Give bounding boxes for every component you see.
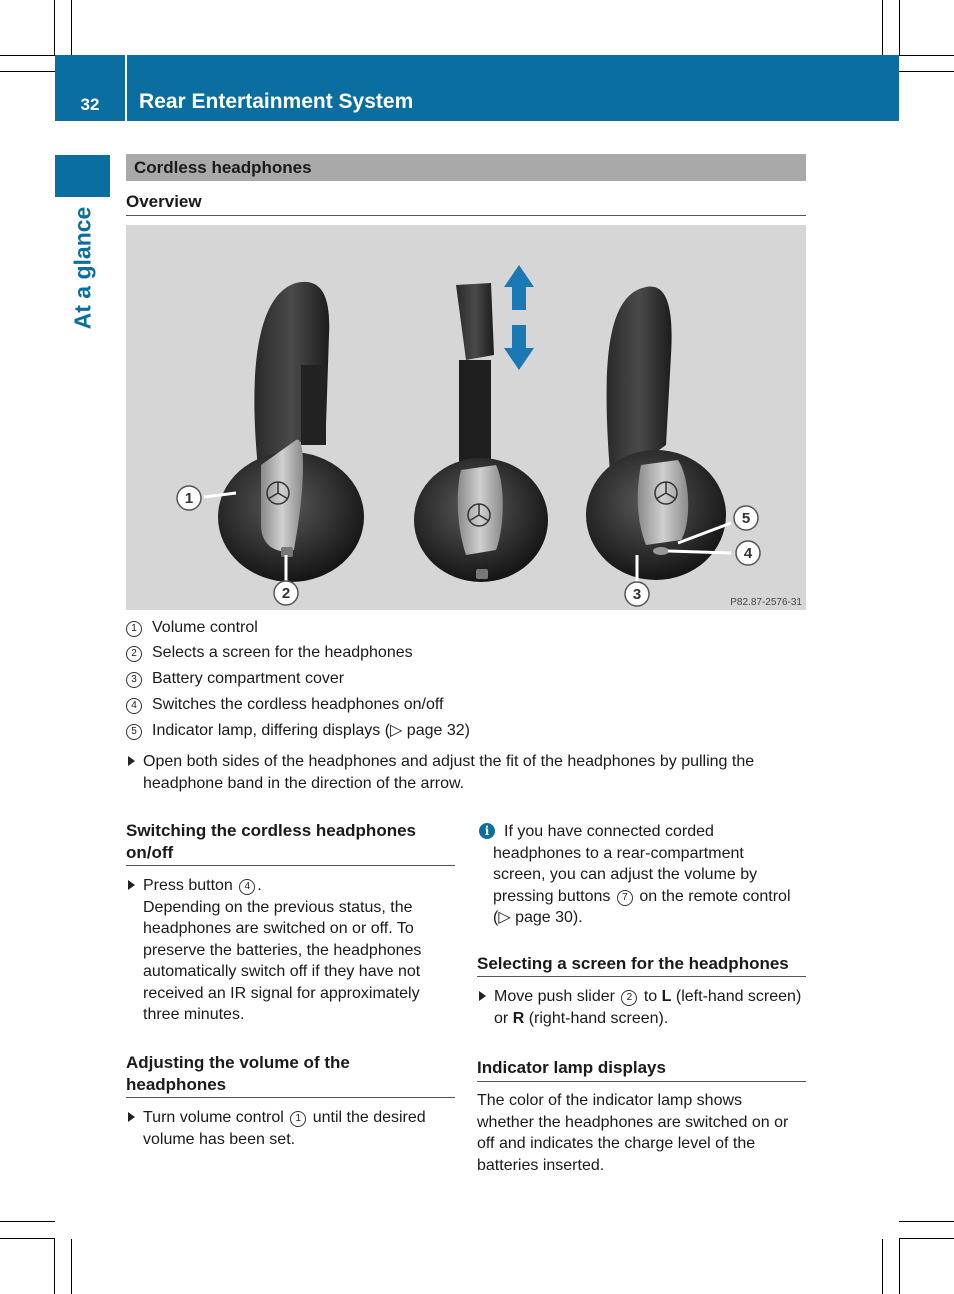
headphones-illustration — [126, 225, 806, 610]
step-arrow-icon — [128, 1112, 135, 1122]
headphone-middle — [414, 265, 548, 582]
side-tab — [55, 155, 110, 197]
heading-rule — [126, 215, 806, 216]
step-arrow-icon — [128, 756, 135, 766]
step-arrow-icon — [479, 991, 486, 1001]
step-arrow-icon — [128, 880, 135, 890]
callout-2: 2 — [281, 585, 291, 602]
section-title: Cordless headphones — [134, 158, 312, 177]
crop-mark — [54, 1239, 55, 1294]
crop-mark — [0, 1238, 55, 1239]
crop-mark — [882, 1239, 883, 1294]
crop-mark — [882, 0, 883, 55]
crop-mark — [0, 1221, 55, 1222]
legend-text: Selects a screen for the headphones — [152, 644, 413, 661]
legend-item — [126, 668, 344, 690]
page-number: 32 — [80, 95, 100, 114]
crop-mark — [899, 71, 954, 72]
step-text: Open both sides of the headphones and adjust the fit of the headphones by pulling the — [143, 753, 755, 770]
legend-item — [126, 694, 443, 716]
headphone-left — [218, 282, 364, 582]
overview-heading: Overview — [126, 192, 202, 211]
legend-num: 2 — [126, 646, 142, 662]
legend-num: 1 — [126, 621, 142, 637]
page-title: Rear Entertainment System — [139, 90, 414, 113]
crop-mark — [71, 0, 72, 55]
switching-step: Press button 4 . Depending on the previous status, the headphones are switched on or off. To preserve the batteries, the headphones automatically switch off if they have not received an IR signal for approximately three minutes. — [126, 875, 472, 1026]
crop-mark — [899, 0, 900, 55]
legend-text: Indicator lamp, differing displays (▷ page 32) — [152, 722, 470, 739]
callout-5: 5 — [741, 510, 751, 527]
switching-heading: Switching the cordless headphones on/off — [126, 821, 416, 862]
callout-1: 1 — [184, 490, 194, 507]
side-label: At a glance — [69, 206, 96, 330]
selecting-step: Move push slider 2 to L (left-hand screen) or R (right-hand screen). — [477, 986, 823, 1029]
info-note: If you have connected corded headphones to a rear-compartment screen, you can adjust the volume by pressing buttons 7 on the remote control (▷ page 30). — [493, 823, 791, 926]
inline-callout: 1 — [290, 1111, 306, 1127]
selecting-heading: Selecting a screen for the headphones — [477, 954, 789, 973]
heading-rule — [477, 976, 806, 977]
headphone-right — [586, 287, 726, 580]
section-title-bar — [126, 154, 806, 181]
callout-3: 3 — [632, 586, 642, 603]
legend-num: 5 — [126, 724, 142, 740]
overview-step — [126, 751, 823, 794]
header-divider — [125, 55, 127, 121]
legend-item — [126, 642, 413, 664]
step-text: headphone band in the direction of the arrow. — [143, 774, 465, 792]
legend-text: Battery compartment cover — [152, 670, 345, 687]
heading-rule — [126, 1097, 455, 1098]
crop-mark — [899, 55, 954, 56]
legend-num: 4 — [126, 698, 142, 714]
crop-mark — [54, 0, 55, 55]
crop-mark — [71, 1239, 72, 1294]
legend-num: 3 — [126, 672, 142, 688]
crop-mark — [899, 1239, 900, 1294]
info-icon: i — [479, 823, 495, 839]
figure-code: P82.87-2576-31 — [730, 597, 802, 608]
legend-text: Volume control — [152, 619, 258, 636]
volume-step: Turn volume control 1 until the desired volume has been set. — [126, 1107, 472, 1150]
crop-mark — [899, 1221, 954, 1222]
crop-mark — [899, 1238, 954, 1239]
inline-callout: 4 — [239, 879, 255, 895]
legend-item — [126, 617, 258, 639]
volume-heading: Adjusting the volume of the headphones — [126, 1053, 350, 1094]
indicator-text: The color of the indicator lamp shows whether the headphones are switched on or off and indicates the charge level of the batteries inserted. — [477, 1092, 789, 1174]
headphones-figure — [126, 225, 806, 610]
heading-rule — [477, 1081, 806, 1082]
legend-item — [126, 720, 470, 742]
crop-mark — [0, 55, 55, 56]
callout-4: 4 — [743, 545, 753, 562]
indicator-heading: Indicator lamp displays — [477, 1058, 666, 1077]
crop-mark — [0, 71, 55, 72]
legend-text: Switches the cordless headphones on/off — [152, 696, 444, 713]
inline-callout: 7 — [617, 890, 633, 906]
heading-rule — [126, 865, 455, 866]
inline-callout: 2 — [621, 990, 637, 1006]
